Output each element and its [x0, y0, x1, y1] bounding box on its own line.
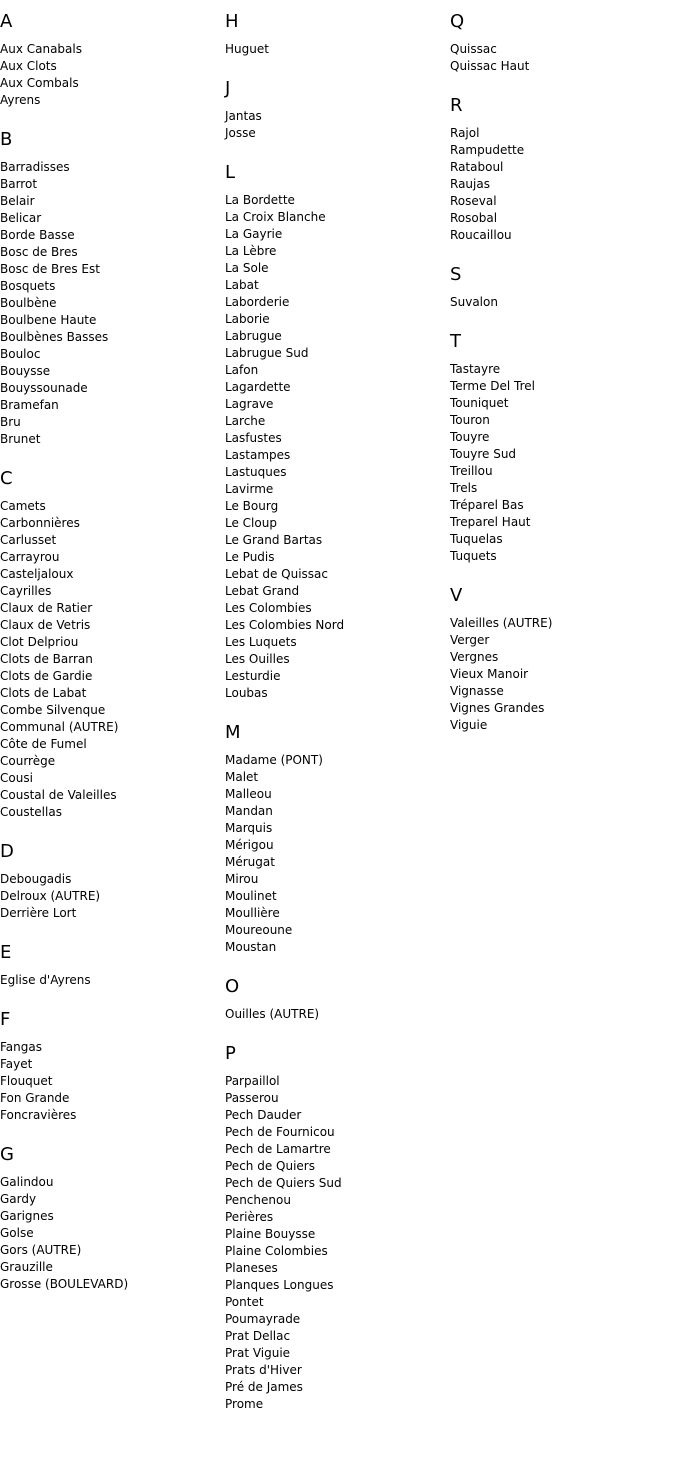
street-link-planques-longues[interactable]: Planques Longues	[225, 1278, 334, 1292]
street-link-bru[interactable]: Bru	[0, 415, 21, 429]
street-list-f	[0, 1039, 220, 1124]
street-link-treparel-haut[interactable]: Treparel Haut	[450, 515, 531, 529]
street-list-b	[0, 159, 220, 448]
street-link-rataboul[interactable]: Rataboul	[450, 160, 504, 174]
street-link-lavirme[interactable]: Lavirme	[225, 482, 274, 496]
street-link-lebat-grand[interactable]: Lebat Grand	[225, 584, 300, 598]
street-link-les-colombies[interactable]: Les Colombies	[225, 601, 312, 615]
letter-heading-d: D	[0, 841, 14, 862]
street-link-roucaillou[interactable]: Roucaillou	[450, 228, 512, 242]
street-link-combe-silvenque[interactable]: Combe Silvenque	[0, 703, 106, 717]
street-link-poumayrade[interactable]: Poumayrade	[225, 1312, 301, 1326]
street-link-casteljaloux[interactable]: Casteljaloux	[0, 567, 74, 581]
letter-heading-v: V	[450, 585, 463, 606]
street-link-lafon[interactable]: Lafon	[225, 363, 259, 377]
street-list-m	[225, 752, 445, 956]
street-link-coustal-de-valeilles[interactable]: Coustal de Valeilles	[0, 788, 117, 802]
letter-heading-a: A	[0, 11, 13, 32]
letter-section-s	[450, 264, 670, 311]
street-link-grosse-boulevard[interactable]: Grosse (BOULEVARD)	[0, 1277, 129, 1291]
street-link-tastayre[interactable]: Tastayre	[450, 362, 501, 376]
street-link-la-croix-blanche[interactable]: La Croix Blanche	[225, 210, 326, 224]
street-link-malleou[interactable]: Malleou	[225, 787, 272, 801]
street-link-bouysse[interactable]: Bouysse	[0, 364, 51, 378]
street-link-moureoune[interactable]: Moureoune	[225, 923, 293, 937]
street-link-terme-del-trel[interactable]: Terme Del Trel	[450, 379, 536, 393]
street-link-treparel-bas[interactable]: Tréparel Bas	[450, 498, 524, 512]
street-link-treillou[interactable]: Treillou	[450, 464, 493, 478]
letter-section-e	[0, 942, 220, 989]
letter-section-j	[225, 78, 445, 142]
street-link-claux-de-ratier[interactable]: Claux de Ratier	[0, 601, 93, 615]
street-list-e	[0, 972, 220, 989]
street-link-bosc-de-bres[interactable]: Bosc de Bres	[0, 245, 78, 259]
street-list-r	[450, 125, 670, 244]
street-link-pech-de-lamartre[interactable]: Pech de Lamartre	[225, 1142, 331, 1156]
street-link-boulbene-haute[interactable]: Boulbene Haute	[0, 313, 97, 327]
street-link-labrugue-sud[interactable]: Labrugue Sud	[225, 346, 309, 360]
street-link-barrot[interactable]: Barrot	[0, 177, 38, 191]
street-link-labrugue[interactable]: Labrugue	[225, 329, 282, 343]
street-link-trels[interactable]: Trels	[450, 481, 478, 495]
street-link-brunet[interactable]: Brunet	[0, 432, 41, 446]
street-link-belair[interactable]: Belair	[0, 194, 35, 208]
letter-heading-b: B	[0, 129, 13, 150]
street-link-vignes-grandes[interactable]: Vignes Grandes	[450, 701, 545, 715]
street-link-pre-de-james[interactable]: Pré de James	[225, 1380, 303, 1394]
street-link-roseval[interactable]: Roseval	[450, 194, 497, 208]
street-link-plaine-bouysse[interactable]: Plaine Bouysse	[225, 1227, 316, 1241]
street-link-moulliere[interactable]: Moullière	[225, 906, 280, 920]
letter-section-a	[0, 11, 220, 109]
letter-section-q	[450, 11, 670, 75]
street-link-prat-dellac[interactable]: Prat Dellac	[225, 1329, 291, 1343]
letter-heading-h: H	[225, 11, 239, 32]
street-link-laborderie[interactable]: Laborderie	[225, 295, 290, 309]
street-link-pech-dauder[interactable]: Pech Dauder	[225, 1108, 302, 1122]
letter-section-r	[450, 95, 670, 244]
street-link-verger[interactable]: Verger	[450, 633, 490, 647]
street-link-raujas[interactable]: Raujas	[450, 177, 490, 191]
street-link-clots-de-barran[interactable]: Clots de Barran	[0, 652, 93, 666]
street-list-q	[450, 41, 670, 75]
street-link-fayet[interactable]: Fayet	[0, 1057, 33, 1071]
street-link-les-ouilles[interactable]: Les Ouilles	[225, 652, 290, 666]
street-link-vieux-manoir[interactable]: Vieux Manoir	[450, 667, 529, 681]
street-link-grauzille[interactable]: Grauzille	[0, 1260, 53, 1274]
street-link-bosc-de-bres-est[interactable]: Bosc de Bres Est	[0, 262, 100, 276]
street-link-lagardette[interactable]: Lagardette	[225, 380, 291, 394]
street-list-c	[0, 498, 220, 821]
letter-section-p	[225, 1043, 445, 1413]
street-list-s	[450, 294, 670, 311]
street-link-labat[interactable]: Labat	[225, 278, 259, 292]
street-link-fon-grande[interactable]: Fon Grande	[0, 1091, 70, 1105]
street-link-merugat[interactable]: Mérugat	[225, 855, 275, 869]
street-link-vignasse[interactable]: Vignasse	[450, 684, 504, 698]
street-link-jantas[interactable]: Jantas	[225, 109, 262, 123]
street-link-garignes[interactable]: Garignes	[0, 1209, 54, 1223]
street-link-quissac[interactable]: Quissac	[450, 42, 497, 56]
street-link-ayrens[interactable]: Ayrens	[0, 93, 41, 107]
street-link-la-sole[interactable]: La Sole	[225, 261, 269, 275]
street-link-rajol[interactable]: Rajol	[450, 126, 480, 140]
street-link-touyre-sud[interactable]: Touyre Sud	[450, 447, 517, 461]
street-link-madame-pont[interactable]: Madame (PONT)	[225, 753, 323, 767]
letter-heading-m: M	[225, 722, 241, 743]
street-link-aux-clots[interactable]: Aux Clots	[0, 59, 57, 73]
street-link-lebat-de-quissac[interactable]: Lebat de Quissac	[225, 567, 329, 581]
index-column-1	[0, 0, 220, 1313]
street-link-quissac-haut[interactable]: Quissac Haut	[450, 59, 530, 73]
letter-heading-r: R	[450, 95, 463, 116]
street-link-eglise-d-ayrens[interactable]: Eglise d'Ayrens	[0, 973, 91, 987]
letter-section-m	[225, 722, 445, 956]
street-link-carlusset[interactable]: Carlusset	[0, 533, 57, 547]
street-link-bramefan[interactable]: Bramefan	[0, 398, 59, 412]
letter-heading-e: E	[0, 942, 12, 963]
street-link-la-bordette[interactable]: La Bordette	[225, 193, 295, 207]
letter-section-d	[0, 841, 220, 922]
letter-section-b	[0, 129, 220, 448]
street-link-les-luquets[interactable]: Les Luquets	[225, 635, 297, 649]
street-link-gardy[interactable]: Gardy	[0, 1192, 37, 1206]
street-link-la-gayrie[interactable]: La Gayrie	[225, 227, 283, 241]
street-link-le-pudis[interactable]: Le Pudis	[225, 550, 275, 564]
street-link-cote-de-fumel[interactable]: Côte de Fumel	[0, 737, 87, 751]
letter-section-t	[450, 331, 670, 565]
street-link-josse[interactable]: Josse	[225, 126, 256, 140]
street-link-loubas[interactable]: Loubas	[225, 686, 268, 700]
street-link-galindou[interactable]: Galindou	[0, 1175, 54, 1189]
street-link-courrege[interactable]: Courrège	[0, 754, 56, 768]
street-link-mandan[interactable]: Mandan	[225, 804, 273, 818]
street-link-camets[interactable]: Camets	[0, 499, 46, 513]
street-link-carbonnieres[interactable]: Carbonnières	[0, 516, 80, 530]
street-link-boulbenes-basses[interactable]: Boulbènes Basses	[0, 330, 109, 344]
street-list-g	[0, 1174, 220, 1293]
letter-section-v	[450, 585, 670, 734]
street-link-lagrave[interactable]: Lagrave	[225, 397, 274, 411]
street-link-ouilles-autre[interactable]: Ouilles (AUTRE)	[225, 1007, 320, 1021]
street-link-pech-de-quiers-sud[interactable]: Pech de Quiers Sud	[225, 1176, 342, 1190]
letter-heading-p: P	[225, 1043, 236, 1064]
street-link-bouyssounade[interactable]: Bouyssounade	[0, 381, 88, 395]
letter-heading-j: J	[225, 78, 231, 99]
street-link-tuquets[interactable]: Tuquets	[450, 549, 497, 563]
index-column-3	[450, 0, 670, 754]
street-list-p	[225, 1073, 445, 1413]
street-link-parpaillol[interactable]: Parpaillol	[225, 1074, 280, 1088]
street-link-viguie[interactable]: Viguie	[450, 718, 488, 732]
street-link-foncravieres[interactable]: Foncravières	[0, 1108, 77, 1122]
street-link-clot-delpriou[interactable]: Clot Delpriou	[0, 635, 79, 649]
street-link-prats-d-hiver[interactable]: Prats d'Hiver	[225, 1363, 302, 1377]
street-link-malet[interactable]: Malet	[225, 770, 259, 784]
street-link-planeses[interactable]: Planeses	[225, 1261, 278, 1275]
street-link-cayrilles[interactable]: Cayrilles	[0, 584, 52, 598]
street-link-aux-combals[interactable]: Aux Combals	[0, 76, 79, 90]
street-link-prome[interactable]: Prome	[225, 1397, 264, 1411]
street-link-bouloc[interactable]: Bouloc	[0, 347, 41, 361]
street-link-lastampes[interactable]: Lastampes	[225, 448, 291, 462]
street-link-passerou[interactable]: Passerou	[225, 1091, 279, 1105]
letter-heading-g: G	[0, 1144, 14, 1165]
street-link-la-lebre[interactable]: La Lèbre	[225, 244, 277, 258]
street-link-rampudette[interactable]: Rampudette	[450, 143, 525, 157]
street-link-prat-viguie[interactable]: Prat Viguie	[225, 1346, 291, 1360]
street-link-cousi[interactable]: Cousi	[0, 771, 33, 785]
street-link-huguet[interactable]: Huguet	[225, 42, 269, 56]
letter-section-h	[225, 11, 445, 58]
street-list-o	[225, 1006, 445, 1023]
street-link-coustellas[interactable]: Coustellas	[0, 805, 62, 819]
street-list-h	[225, 41, 445, 58]
street-list-d	[0, 871, 220, 922]
street-link-le-bourg[interactable]: Le Bourg	[225, 499, 279, 513]
street-link-clots-de-labat[interactable]: Clots de Labat	[0, 686, 87, 700]
letter-heading-t: T	[450, 331, 461, 352]
letter-heading-l: L	[225, 162, 236, 183]
letter-heading-c: C	[0, 468, 13, 489]
street-link-derriere-lort[interactable]: Derrière Lort	[0, 906, 77, 920]
street-link-merigou[interactable]: Mérigou	[225, 838, 274, 852]
letter-section-f	[0, 1009, 220, 1124]
street-link-rosobal[interactable]: Rosobal	[450, 211, 498, 225]
street-link-mirou[interactable]: Mirou	[225, 872, 259, 886]
letter-heading-f: F	[0, 1009, 11, 1030]
street-list-a	[0, 41, 220, 109]
street-link-communal-autre[interactable]: Communal (AUTRE)	[0, 720, 119, 734]
street-link-gors-autre[interactable]: Gors (AUTRE)	[0, 1243, 82, 1257]
street-link-moulinet[interactable]: Moulinet	[225, 889, 277, 903]
street-link-le-grand-bartas[interactable]: Le Grand Bartas	[225, 533, 323, 547]
street-link-marquis[interactable]: Marquis	[225, 821, 273, 835]
street-link-touron[interactable]: Touron	[450, 413, 490, 427]
street-link-touyre[interactable]: Touyre	[450, 430, 490, 444]
street-link-perieres[interactable]: Perières	[225, 1210, 274, 1224]
street-link-fangas[interactable]: Fangas	[0, 1040, 42, 1054]
street-link-pontet[interactable]: Pontet	[225, 1295, 264, 1309]
street-link-touniquet[interactable]: Touniquet	[450, 396, 509, 410]
street-link-pech-de-fournicou[interactable]: Pech de Fournicou	[225, 1125, 335, 1139]
street-link-suvalon[interactable]: Suvalon	[450, 295, 498, 309]
letter-heading-q: Q	[450, 11, 465, 32]
street-link-valeilles-autre[interactable]: Valeilles (AUTRE)	[450, 616, 553, 630]
street-link-flouquet[interactable]: Flouquet	[0, 1074, 53, 1088]
street-link-claux-de-vetris[interactable]: Claux de Vetris	[0, 618, 91, 632]
street-link-tuquelas[interactable]: Tuquelas	[450, 532, 503, 546]
street-list-v	[450, 615, 670, 734]
street-link-plaine-colombies[interactable]: Plaine Colombies	[225, 1244, 328, 1258]
street-link-barradisses[interactable]: Barradisses	[0, 160, 70, 174]
letter-heading-s: S	[450, 264, 462, 285]
letter-section-c	[0, 468, 220, 821]
street-list-t	[450, 361, 670, 565]
street-link-golse[interactable]: Golse	[0, 1226, 34, 1240]
letter-heading-o: O	[225, 976, 240, 997]
letter-section-g	[0, 1144, 220, 1293]
street-link-moustan[interactable]: Moustan	[225, 940, 277, 954]
street-link-penchenou[interactable]: Penchenou	[225, 1193, 291, 1207]
street-list-l	[225, 192, 445, 702]
index-column-2	[225, 0, 445, 1433]
street-link-les-colombies-nord[interactable]: Les Colombies Nord	[225, 618, 345, 632]
street-link-vergnes[interactable]: Vergnes	[450, 650, 499, 664]
street-link-debougadis[interactable]: Debougadis	[0, 872, 72, 886]
street-link-bosquets[interactable]: Bosquets	[0, 279, 56, 293]
street-link-larche[interactable]: Larche	[225, 414, 266, 428]
letter-section-o	[225, 976, 445, 1023]
street-link-borde-basse[interactable]: Borde Basse	[0, 228, 75, 242]
street-link-aux-canabals[interactable]: Aux Canabals	[0, 42, 82, 56]
street-link-lesturdie[interactable]: Lesturdie	[225, 669, 281, 683]
street-link-lasfustes[interactable]: Lasfustes	[225, 431, 282, 445]
street-link-delroux-autre[interactable]: Delroux (AUTRE)	[0, 889, 101, 903]
street-link-lastuques[interactable]: Lastuques	[225, 465, 287, 479]
street-link-belicar[interactable]: Belicar	[0, 211, 42, 225]
street-link-clots-de-gardie[interactable]: Clots de Gardie	[0, 669, 93, 683]
street-link-laborie[interactable]: Laborie	[225, 312, 270, 326]
letter-section-l	[225, 162, 445, 702]
street-list-j	[225, 108, 445, 142]
street-link-pech-de-quiers[interactable]: Pech de Quiers	[225, 1159, 315, 1173]
street-link-le-cloup[interactable]: Le Cloup	[225, 516, 277, 530]
street-link-boulbene[interactable]: Boulbène	[0, 296, 57, 310]
street-link-carrayrou[interactable]: Carrayrou	[0, 550, 60, 564]
